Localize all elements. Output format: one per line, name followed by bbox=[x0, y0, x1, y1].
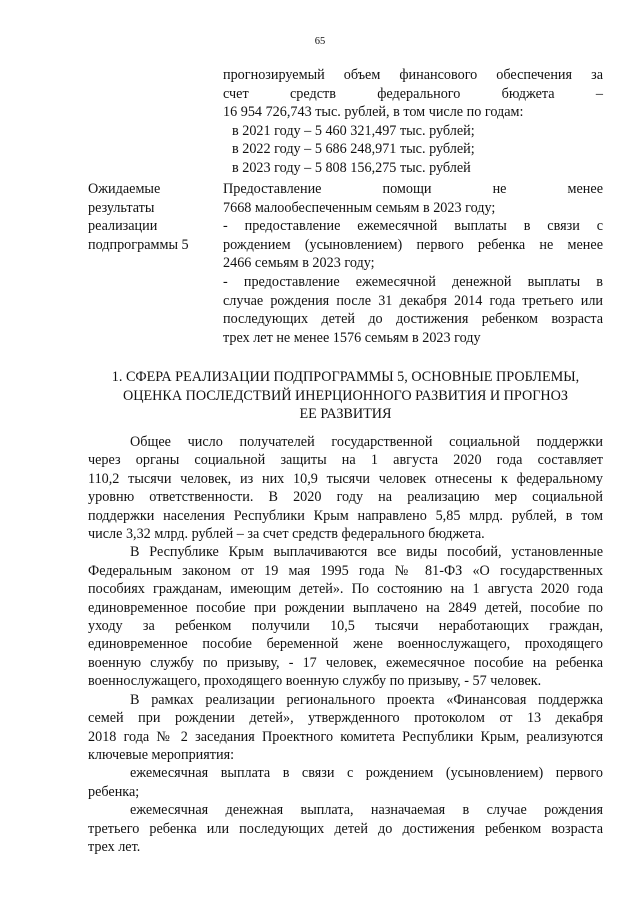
paragraph-line: В рамках реализации регионального проекта «Финансовая поддержка bbox=[130, 691, 603, 708]
expected-results-label bbox=[88, 180, 218, 254]
section-title-line: ОЦЕНКА ПОСЛЕДСТВИЙ ИНЕРЦИОННОГО РАЗВИТИЯ И ПРОГНОЗ bbox=[122, 387, 569, 404]
page-number: 65 bbox=[314, 36, 326, 47]
expected-results-body bbox=[223, 180, 603, 347]
results-line: трех лет не менее 1576 семьям в 2023 году bbox=[223, 329, 481, 346]
paragraph-line: ежемесячная денежная выплата, назначаемая в случае рождения bbox=[130, 802, 603, 819]
paragraph-line: через органы социальной защиты на 1 августа 2020 года составляет bbox=[88, 452, 603, 469]
results-line: 2466 семьям в 2023 году; bbox=[223, 255, 375, 272]
paragraph-line: семей при рождении детей», утвержденного протоколом от 13 декабря bbox=[88, 710, 603, 727]
paragraph-line: военную службу по призыву, - 17 человек, ежемесячное пособие на ребенка bbox=[88, 654, 603, 671]
paragraph-line: уровню ответственности. В 2020 году на реализацию мер социальной bbox=[88, 489, 603, 506]
paragraph-line: ежемесячная выплата в связи с рождением (усыновлением) первого bbox=[130, 765, 603, 782]
paragraph-line: В Республике Крым выплачиваются все виды пособий, установленные bbox=[130, 544, 603, 561]
results-line: рождением (усыновлением) первого ребенка не менее bbox=[223, 236, 603, 253]
funding-year-line: в 2023 году – 5 808 156,275 тыс. рублей bbox=[232, 159, 471, 176]
funding-block bbox=[223, 66, 603, 178]
funding-year-line: в 2022 году – 5 686 248,971 тыс. рублей; bbox=[232, 141, 475, 158]
label-line: результаты bbox=[88, 199, 155, 216]
section-title-line: ЕЕ РАЗВИТИЯ bbox=[299, 406, 392, 423]
label-line: реализации bbox=[88, 218, 158, 235]
paragraph-line: третьего ребенка или последующих детей до достижения ребенком возраста bbox=[88, 820, 603, 837]
paragraph bbox=[88, 691, 603, 765]
paragraph-line: трех лет. bbox=[88, 838, 141, 855]
section-title-line: 1. СФЕРА РЕАЛИЗАЦИИ ПОДПРОГРАММЫ 5, ОСНОВНЫЕ ПРОБЛЕМЫ, bbox=[111, 369, 580, 385]
funding-line: прогнозируемый объем финансового обеспечения за bbox=[223, 67, 603, 83]
paragraph-line: военнослужащего, проходящего военную службу по призыву, - 57 человек. bbox=[88, 673, 542, 690]
main-text bbox=[88, 433, 603, 856]
results-line: 7668 малообеспеченным семьям в 2023 году; bbox=[223, 199, 496, 216]
paragraph-line: числе 3,32 млрд. рублей – за счет средств федерального бюджета. bbox=[88, 526, 485, 543]
results-line: - предоставление ежемесячной выплаты в связи с bbox=[223, 218, 603, 235]
results-line: Предоставление помощи не менее bbox=[223, 181, 603, 197]
paragraph-line: ключевые мероприятия: bbox=[88, 746, 235, 763]
funding-line: 16 954 726,743 тыс. рублей, в том числе по годам: bbox=[223, 104, 524, 121]
paragraph-line: ребенка; bbox=[88, 783, 140, 800]
label-line: Ожидаемые bbox=[88, 181, 161, 197]
funding-year-line: в 2021 году – 5 460 321,497 тыс. рублей; bbox=[232, 122, 475, 139]
results-line: случае рождения после 31 декабря 2014 года третьего или bbox=[223, 292, 603, 309]
section-title bbox=[88, 368, 603, 424]
results-line: - предоставление ежемесячной денежной выплаты в bbox=[223, 273, 603, 290]
paragraph-line: единовременное пособие при рождении выплачено на 2849 детей, пособие по bbox=[88, 599, 603, 616]
paragraph-line: Общее число получателей государственной социальной поддержки bbox=[130, 434, 603, 450]
paragraph-line: 2018 года № 2 заседания Проектного комитета Республики Крым, реализуются bbox=[88, 728, 603, 745]
funding-line: счет средств федерального бюджета – bbox=[223, 85, 603, 102]
paragraph bbox=[88, 801, 603, 856]
results-line: последующих детей до достижения ребенком возраста bbox=[223, 311, 603, 328]
paragraph bbox=[88, 764, 603, 801]
paragraph bbox=[88, 433, 603, 543]
paragraph-line: уходу за ребенком получили 10,5 тысячи неработающих граждан, bbox=[88, 618, 603, 635]
paragraph-line: 110,2 тысячи человек, из них 10,9 тысячи человек отнесены к федеральному bbox=[88, 470, 603, 487]
paragraph-line: пособиях гражданам, имеющим детей». По состоянию на 1 августа 2020 года bbox=[88, 581, 603, 598]
paragraph-line: поддержки населения Республики Крым направлено 5,85 млрд. рублей, в том bbox=[88, 507, 603, 524]
paragraph-line: Федеральным законом от 19 мая 1995 года № 81-ФЗ «О государственных bbox=[88, 562, 603, 579]
label-line: подпрограммы 5 bbox=[88, 236, 189, 253]
paragraph bbox=[88, 543, 603, 690]
paragraph-line: единовременное пособие беременной жене военнослужащего, проходящего bbox=[88, 636, 603, 653]
